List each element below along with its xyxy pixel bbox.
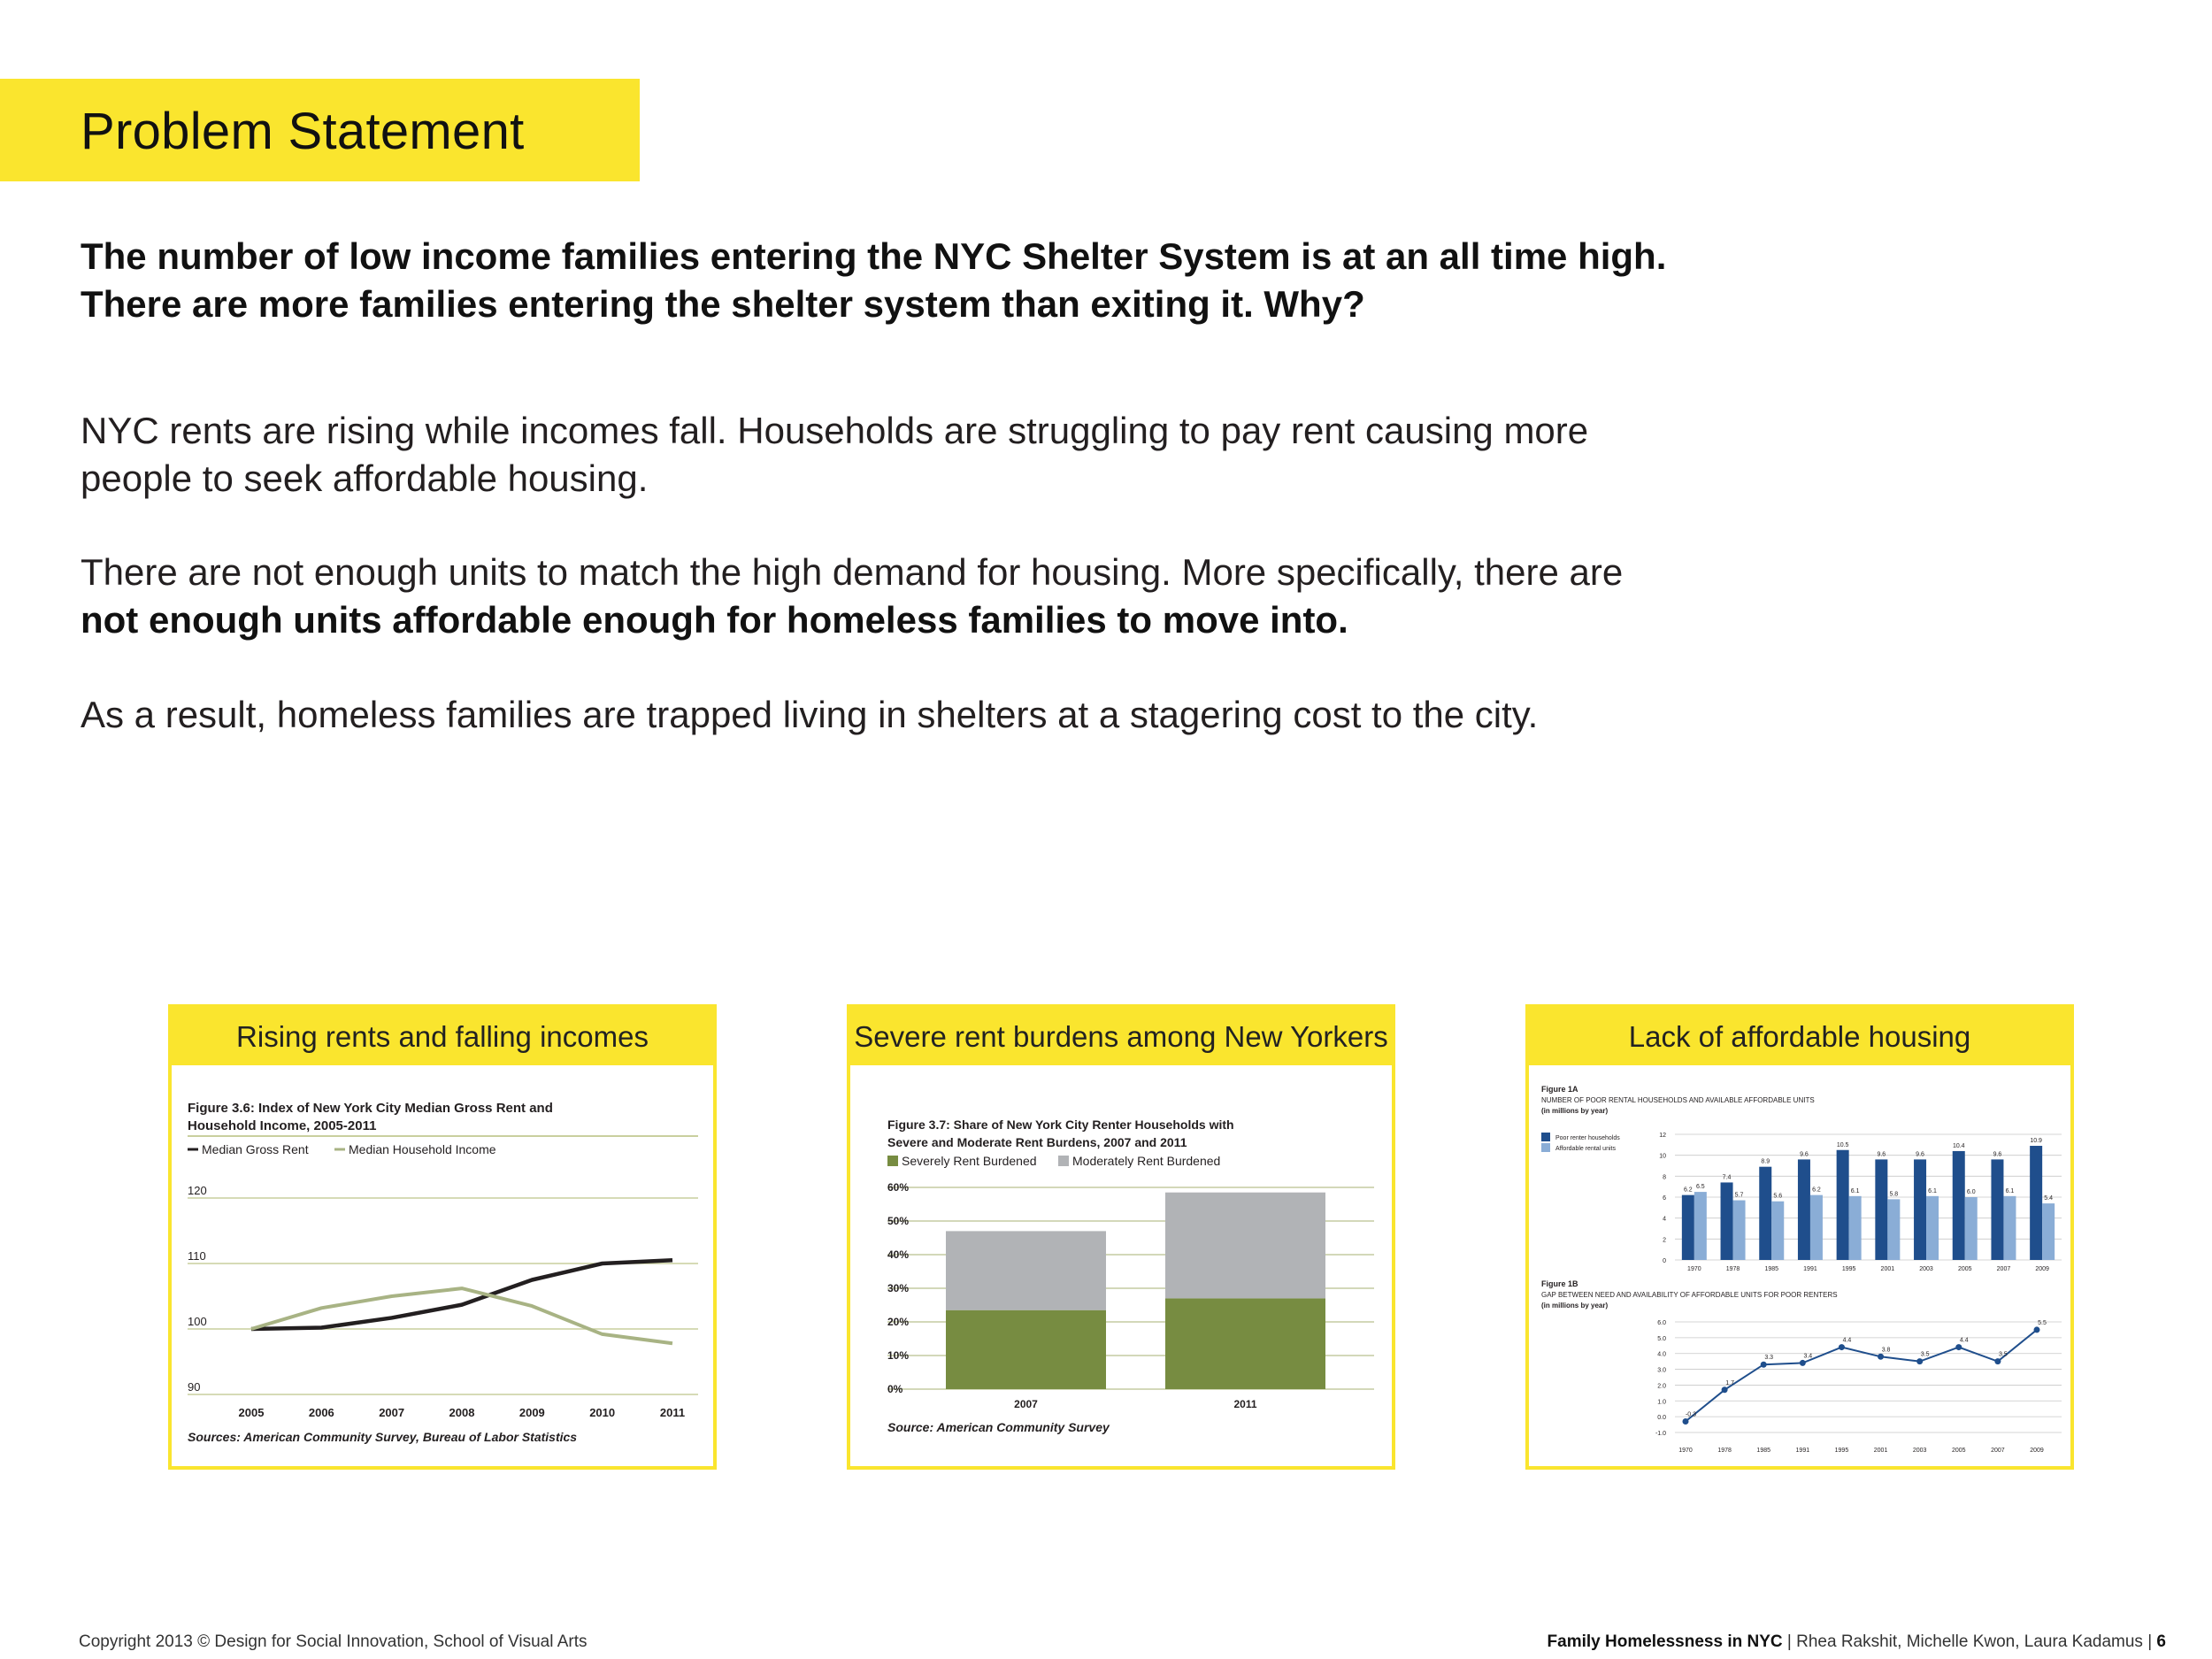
legend-swatch — [887, 1156, 898, 1166]
y-tick-label: 4 — [1663, 1216, 1666, 1223]
chart-title: NUMBER OF POOR RENTAL HOUSEHOLDS AND AVAILABLE AFFORDABLE UNITS — [1541, 1096, 1815, 1104]
footer-copyright: Copyright 2013 © Design for Social Innovation, School of Visual Arts — [79, 1632, 588, 1651]
y-tick-label: 2 — [1663, 1237, 1666, 1244]
data-point — [1683, 1418, 1689, 1425]
panel-rents-incomes — [168, 1004, 717, 1470]
bar-affordable-units — [1849, 1196, 1862, 1260]
bar-affordable-units — [1926, 1196, 1939, 1260]
data-point — [1839, 1344, 1845, 1350]
x-tick-label: 2007 — [1014, 1398, 1038, 1410]
bar-affordable-units — [1771, 1202, 1784, 1260]
x-tick-label: 2005 — [238, 1406, 265, 1419]
title-bar — [0, 79, 640, 181]
bar-poor-households — [1875, 1159, 1887, 1260]
figure-label: Figure 1A — [1541, 1085, 1578, 1094]
lead-line-1: The number of low income families entering the NYC Shelter System is at an all time high. — [81, 235, 1667, 277]
x-tick-label: 1995 — [1834, 1448, 1849, 1454]
legend-label: Poor renter households — [1555, 1135, 1620, 1141]
x-tick-label: 2008 — [449, 1406, 475, 1419]
data-label: 5.8 — [1889, 1191, 1899, 1198]
data-label: 7.4 — [1722, 1174, 1732, 1181]
x-tick-label: 2001 — [1873, 1448, 1888, 1454]
bar-affordable-units — [1694, 1192, 1707, 1260]
data-label: 9.6 — [1800, 1151, 1809, 1158]
data-point — [1955, 1344, 1962, 1350]
bar-affordable-units — [2042, 1203, 2055, 1260]
y-tick-label: 90 — [188, 1380, 201, 1394]
panel-rent-burdens — [847, 1004, 1395, 1470]
bar-affordable-units — [1733, 1201, 1746, 1260]
y-tick-label: 30% — [887, 1282, 910, 1294]
bar-poor-households — [1837, 1150, 1849, 1260]
data-point — [1761, 1362, 1767, 1368]
x-tick-label: 2009 — [2035, 1266, 2049, 1272]
chart-subtitle: (in millions by year) — [1541, 1107, 1609, 1115]
y-tick-label: 5.0 — [1657, 1335, 1666, 1342]
data-point — [1800, 1360, 1806, 1366]
x-tick-label: 2006 — [308, 1406, 334, 1419]
data-label: 5.4 — [2044, 1195, 2054, 1202]
x-tick-label: 1995 — [1841, 1266, 1856, 1272]
figure-label: Figure 1B — [1541, 1279, 1578, 1288]
bar-severe — [1165, 1298, 1325, 1389]
y-tick-label: 50% — [887, 1215, 910, 1227]
y-tick-label: 6.0 — [1657, 1320, 1666, 1326]
data-label: 3.4 — [1803, 1353, 1813, 1360]
chart-title: Figure 3.7: Share of New York City Renter Households with — [887, 1118, 1234, 1132]
bar-poor-households — [1953, 1151, 1965, 1260]
chart-rent-income-index — [172, 1065, 713, 1466]
panel-affordable-housing — [1525, 1004, 2074, 1470]
lead-line-2: There are more families entering the shelter system than exiting it. Why? — [81, 283, 1365, 325]
data-label: 4.4 — [1959, 1337, 1969, 1344]
y-tick-label: 1.0 — [1657, 1399, 1666, 1406]
x-tick-label: 2007 — [1991, 1448, 2005, 1454]
data-label: 3.8 — [1881, 1347, 1891, 1354]
data-point — [1722, 1386, 1728, 1393]
data-label: 6.5 — [1695, 1184, 1705, 1191]
data-label: 4.4 — [1842, 1337, 1852, 1344]
data-point — [2034, 1326, 2040, 1333]
chart-title: GAP BETWEEN NEED AND AVAILABILITY OF AFFORDABLE UNITS FOR POOR RENTERS — [1541, 1291, 1838, 1299]
panel-chart-area — [1529, 1065, 2070, 1466]
x-tick-label: 1978 — [1717, 1448, 1732, 1454]
y-tick-label: 0.0 — [1657, 1415, 1666, 1422]
x-tick-label: 2009 — [518, 1406, 545, 1419]
bar-poor-households — [1991, 1159, 2003, 1260]
series-line-income — [251, 1288, 672, 1343]
footer-authors: | Rhea Rakshit, Michelle Kwon, Laura Kadamus | — [1782, 1632, 2157, 1651]
legend-label: Affordable rental units — [1555, 1146, 1616, 1152]
footer-project: Family Homelessness in NYC — [1547, 1632, 1783, 1651]
chart-subtitle: (in millions by year) — [1541, 1302, 1609, 1310]
data-label: 3.5 — [1999, 1351, 2008, 1358]
legend-swatch — [1541, 1143, 1550, 1152]
x-tick-label: 2007 — [1996, 1266, 2011, 1272]
data-point — [1994, 1358, 2001, 1364]
bar-poor-households — [1721, 1182, 1733, 1260]
paragraph-line: NYC rents are rising while incomes fall. Households are struggling to pay rent causing more — [81, 410, 1589, 451]
x-tick-label: 2003 — [1919, 1266, 1933, 1272]
chart-source: Source: American Community Survey — [887, 1420, 1110, 1434]
series-line-rent — [251, 1260, 672, 1329]
data-label: 5.5 — [2038, 1319, 2047, 1326]
bar-poor-households — [1914, 1159, 1926, 1260]
paragraph-line-emphasis: not enough units affordable enough for homeless families to move into. — [81, 599, 1348, 641]
x-tick-label: 2005 — [1957, 1266, 1972, 1272]
y-tick-label: 8 — [1663, 1174, 1666, 1181]
data-label: 1.7 — [1725, 1379, 1734, 1386]
legend-swatch — [1058, 1156, 1069, 1166]
bar-poor-households — [1682, 1195, 1694, 1260]
data-label: 6.0 — [1966, 1189, 1976, 1195]
data-label: 6.1 — [1928, 1187, 1937, 1194]
data-point — [1916, 1358, 1923, 1364]
chart-title: Severe and Moderate Rent Burdens, 2007 and 2011 — [887, 1135, 1187, 1149]
legend-swatch — [1541, 1133, 1550, 1141]
data-label: 6.2 — [1812, 1187, 1821, 1194]
x-tick-label: 1978 — [1725, 1266, 1740, 1272]
paragraph-units — [81, 549, 2116, 644]
paragraph-line: There are not enough units to match the high demand for housing. More specifically, there are — [81, 551, 1624, 593]
footer-credits — [1548, 1632, 2166, 1652]
lead-statement — [81, 233, 2116, 328]
chart-title: Figure 3.6: Index of New York City Median Gross Rent and — [188, 1101, 553, 1116]
x-tick-label: 1991 — [1795, 1448, 1810, 1454]
y-tick-label: 6 — [1663, 1195, 1666, 1202]
paragraph-line: people to seek affordable housing. — [81, 457, 649, 499]
x-tick-label: 1991 — [1803, 1266, 1817, 1272]
chart-rent-burden-share — [850, 1065, 1392, 1466]
data-label: 5.7 — [1734, 1192, 1744, 1199]
bar-poor-households — [2030, 1146, 2042, 1260]
panel-chart-area — [850, 1065, 1392, 1466]
data-label: 10.5 — [1836, 1141, 1849, 1148]
x-tick-label: 2011 — [1233, 1398, 1257, 1410]
panel-heading: Severe rent burdens among New Yorkers — [850, 1008, 1392, 1065]
data-label: 3.3 — [1764, 1355, 1774, 1362]
y-tick-label: 10 — [1659, 1153, 1666, 1160]
panel-chart-area — [172, 1065, 713, 1466]
bar-affordable-units — [2003, 1196, 2016, 1260]
y-tick-label: 100 — [188, 1315, 207, 1328]
x-tick-label: 2009 — [2030, 1448, 2044, 1454]
chart-affordable-units — [1529, 1065, 2070, 1466]
data-label: -0.3 — [1685, 1411, 1697, 1418]
y-tick-label: 3.0 — [1657, 1367, 1666, 1374]
x-tick-label: 2001 — [1880, 1266, 1895, 1272]
chart-source: Sources: American Community Survey, Bureau of Labor Statistics — [188, 1430, 578, 1444]
series-line-gap — [1686, 1330, 2037, 1422]
data-label: 3.5 — [1920, 1351, 1930, 1358]
x-tick-label: 2003 — [1912, 1448, 1927, 1454]
bar-affordable-units — [1810, 1195, 1823, 1260]
bar-moderate — [946, 1231, 1106, 1310]
x-tick-label: 2011 — [659, 1406, 686, 1419]
bar-affordable-units — [1887, 1199, 1900, 1260]
y-tick-label: 40% — [887, 1248, 910, 1261]
x-tick-label: 2007 — [379, 1406, 405, 1419]
y-tick-label: 0% — [887, 1383, 903, 1395]
y-tick-label: 10% — [887, 1349, 910, 1362]
legend-label: Median Gross Rent — [202, 1142, 309, 1156]
bar-severe — [946, 1310, 1106, 1389]
x-tick-label: 1985 — [1756, 1448, 1771, 1454]
y-tick-label: 120 — [188, 1184, 207, 1197]
data-label: 5.6 — [1773, 1193, 1783, 1200]
y-tick-label: -1.0 — [1655, 1431, 1666, 1437]
x-tick-label: 1985 — [1764, 1266, 1779, 1272]
data-label: 10.9 — [2030, 1138, 2042, 1145]
y-tick-label: 110 — [188, 1249, 206, 1263]
y-tick-label: 2.0 — [1657, 1383, 1666, 1390]
data-label: 6.1 — [2005, 1187, 2015, 1194]
y-tick-label: 4.0 — [1657, 1351, 1666, 1358]
legend-label: Moderately Rent Burdened — [1072, 1154, 1221, 1168]
x-tick-label: 2005 — [1951, 1448, 1966, 1454]
legend-label: Median Household Income — [349, 1142, 496, 1156]
x-tick-label: 2010 — [589, 1406, 616, 1419]
x-tick-label: 1970 — [1687, 1266, 1701, 1272]
footer-page-number: 6 — [2156, 1632, 2166, 1651]
bar-moderate — [1165, 1193, 1325, 1299]
y-tick-label: 12 — [1659, 1133, 1666, 1139]
data-label: 6.1 — [1850, 1187, 1860, 1194]
data-label: 8.9 — [1761, 1158, 1770, 1165]
data-label: 10.4 — [1952, 1142, 1965, 1149]
data-point — [1878, 1354, 1884, 1360]
data-label: 9.6 — [1877, 1151, 1886, 1158]
paragraph-line: As a result, homeless families are trapped living in shelters at a stagering cost to the city. — [81, 694, 1539, 735]
bar-affordable-units — [1965, 1197, 1978, 1260]
paragraph-rents — [81, 407, 2116, 503]
y-tick-label: 0 — [1663, 1258, 1666, 1264]
data-label: 6.2 — [1683, 1187, 1693, 1194]
y-tick-label: 60% — [887, 1181, 910, 1194]
panel-heading: Rising rents and falling incomes — [172, 1008, 713, 1065]
x-tick-label: 1970 — [1678, 1448, 1693, 1454]
panel-heading: Lack of affordable housing — [1529, 1008, 2070, 1065]
data-label: 9.6 — [1916, 1151, 1924, 1158]
bar-poor-households — [1798, 1159, 1810, 1260]
data-label: 9.6 — [1993, 1151, 2002, 1158]
paragraph-result — [81, 691, 2116, 739]
chart-title: Household Income, 2005-2011 — [188, 1118, 377, 1133]
page-title: Problem Statement — [81, 103, 525, 160]
legend-label: Severely Rent Burdened — [902, 1154, 1037, 1168]
bar-poor-households — [1759, 1167, 1771, 1260]
y-tick-label: 20% — [887, 1316, 910, 1328]
